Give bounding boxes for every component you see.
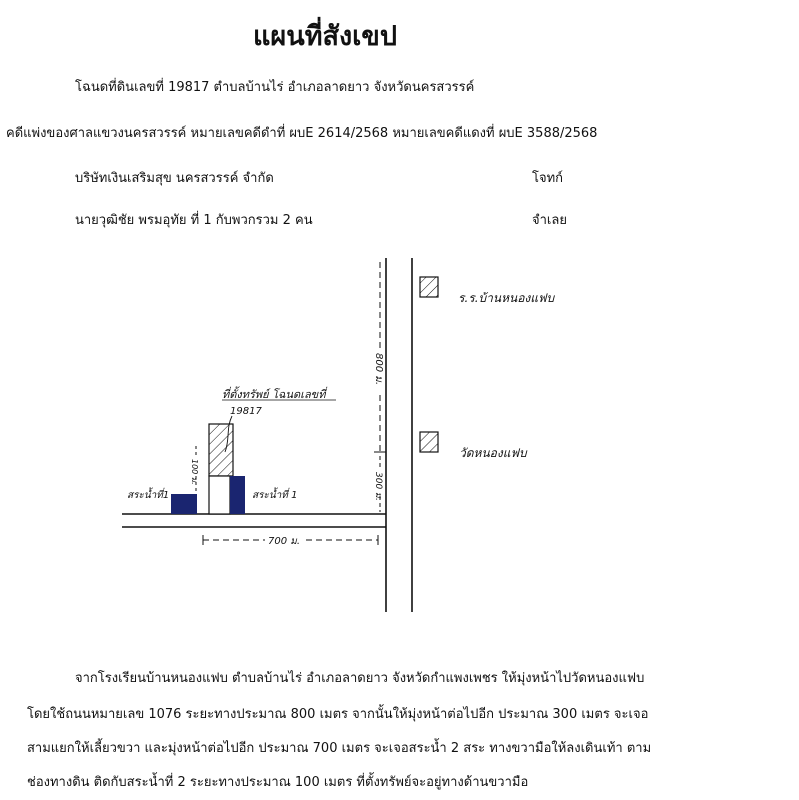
dim-800-label: 800 ม. xyxy=(373,353,384,386)
temple-marker xyxy=(420,432,438,452)
temple-label: วัดหนองแฟบ xyxy=(459,446,527,460)
pond-left-label: สระน้ำที่1 xyxy=(127,490,170,501)
plaintiff-name: บริษัทเงินเสริมสุข นครสวรรค์ จำกัด xyxy=(75,171,274,186)
directions-line-4: ช่องทางดิน ติดกับสระน้ำที่ 2 ระยะทางประมาณ 100 เมตร ที่ตั้งทรัพย์จะอยู่ทางด้านขวามือ xyxy=(27,775,529,790)
property-parcel xyxy=(209,424,233,476)
property-label: ที่ตั้งทรัพย์ โฉนดเลขที่ xyxy=(222,388,326,401)
directions-line-3: สามแยกให้เลี้ยวขวา และมุ่งหน้าต่อไปอีก ประมาณ 700 เมตร จะเจอสระน้ำ 2 สระ ทางขวามือให้ลงเดินเท้า ตาม xyxy=(27,741,652,756)
dim-300-label: 300 ม. xyxy=(373,472,383,501)
pond-right xyxy=(230,476,245,514)
pond-right-label: สระน้ำที่ 1 xyxy=(252,490,298,501)
deed-line: โฉนดที่ดินเลขที่ 19817 ตำบลบ้านไร่ อำเภอลาดยาว จังหวัดนครสวรรค์ xyxy=(75,80,475,95)
pond-left xyxy=(171,494,197,514)
deed-number-label: 19817 xyxy=(230,406,262,417)
dim-700-label: 700 ม. xyxy=(268,536,301,547)
plaintiff-role: โจทก์ xyxy=(532,171,564,186)
defendant-name: นายวุฒิชัย พรมอุทัย ที่ 1 กับพวกรวม 2 คน xyxy=(75,213,313,228)
defendant-role: จำเลย xyxy=(532,213,567,228)
access-path xyxy=(209,476,230,514)
case-line: คดีแพ่งของศาลแขวงนครสวรรค์ หมายเลขคดีดำที่ ผบE 2614/2568 หมายเลขคดีแดงที่ ผบE 3588/2568 xyxy=(6,126,598,141)
school-label: ร.ร.บ้านหนองแฟบ xyxy=(458,291,555,305)
school-marker xyxy=(420,277,438,297)
dim-100-label: 100 ม. xyxy=(190,459,199,485)
page-title: แผนที่สังเขป xyxy=(253,21,397,52)
directions-line-1: จากโรงเรียนบ้านหนองแฟบ ตำบลบ้านไร่ อำเภอลาดยาว จังหวัดกำแพงเพชร ให้มุ่งหน้าไปวัดหนองแฟบ xyxy=(75,671,645,686)
directions-line-2: โดยใช้ถนนหมายเลข 1076 ระยะทางประมาณ 800 เมตร จากนั้นให้มุ่งหน้าต่อไปอีก ประมาณ 300 เมตร จะเจอ xyxy=(27,707,649,722)
